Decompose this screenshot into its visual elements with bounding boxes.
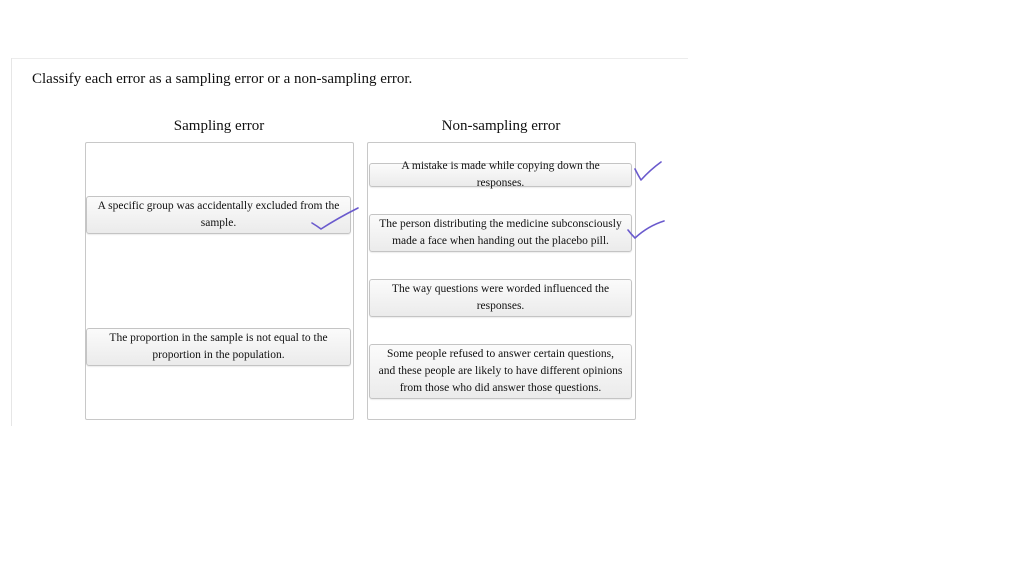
card-excluded-group[interactable]: A specific group was accidentally excluded from the sample.	[86, 196, 351, 234]
handwritten-checkmark-icon	[632, 156, 666, 186]
panel-top-border	[12, 58, 688, 59]
panel-left-border	[11, 58, 12, 426]
card-proportion-mismatch[interactable]: The proportion in the sample is not equal to the proportion in the population.	[86, 328, 351, 366]
card-question-wording[interactable]: The way questions were worded influenced the responses.	[369, 279, 632, 317]
non-sampling-error-heading: Non-sampling error	[441, 118, 561, 134]
card-copying-mistake[interactable]: A mistake is made while copying down the responses.	[369, 163, 632, 187]
card-placebo-face[interactable]: The person distributing the medicine subconsciously made a face when handing out the placebo pill.	[369, 214, 632, 252]
card-refused-answers[interactable]: Some people refused to answer certain questions, and these people are likely to have different opinions from those who did answer those questions.	[369, 344, 632, 399]
sampling-error-heading: Sampling error	[173, 118, 265, 134]
sampling-error-dropzone[interactable]	[85, 142, 354, 420]
question-prompt: Classify each error as a sampling error or a non-sampling error.	[32, 71, 413, 87]
